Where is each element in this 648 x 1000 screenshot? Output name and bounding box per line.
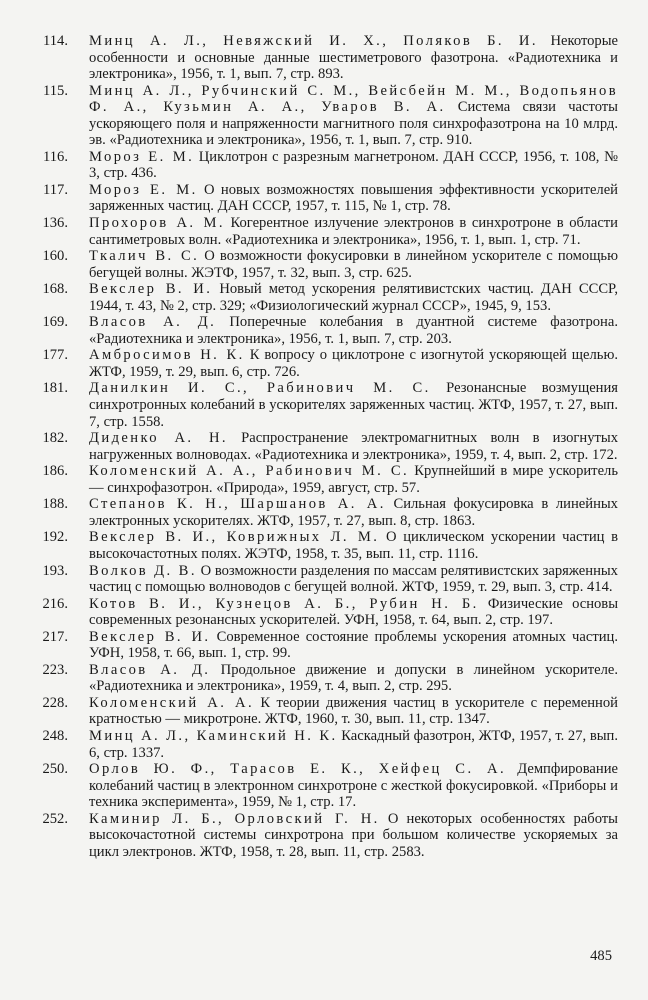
reference-authors: Котов В. И., Кузнецов А. Б., Рубин Н. Б.: [89, 595, 479, 612]
reference-authors: Векслер В. И., Коврижных Л. М.: [89, 529, 380, 546]
reference-entry: [34, 281, 618, 314]
reference-authors: Власов А. Д.: [89, 661, 211, 678]
reference-text: О возможности фокусировки в линейном ускорителе с помощью бегущей волны. ЖЭТФ, 1957, т. 32, вып. 3, стр. 625.: [89, 248, 618, 281]
reference-text: Некоторые особенности и основные данные шестиметрового фазотрона. «Радиотехника и электроника», 1956, т. 1, вып. 7, стр. 893.: [89, 33, 618, 83]
reference-text: Когерентное излучение электронов в синхротроне в области сантиметровых волн. «Радиотехника и электроника», 1956, т. 1, вып. 1, стр. 71.: [89, 215, 618, 248]
reference-entry: [34, 596, 618, 629]
reference-number: 217.: [42, 628, 68, 645]
reference-entry: [34, 149, 618, 182]
reference-entry: [34, 430, 618, 463]
reference-authors: Коломенский А. А., Рабинович М. С.: [89, 463, 410, 480]
reference-authors: Каминир Л. Б., Орловский Г. Н.: [89, 810, 380, 827]
reference-text: Демпфирование колебаний частиц в электронном синхротроне с жесткой фокусировкой. «Приборы и техника эксперимента», 1959, № 1, стр. 17.: [89, 761, 618, 811]
reference-entry: [34, 215, 618, 248]
reference-text: Циклотрон с разрезным магнетроном. ДАН СССР, 1956, т. 108, № 3, стр. 436.: [89, 148, 618, 182]
reference-entry: [34, 811, 618, 861]
reference-entry: [34, 662, 618, 695]
reference-authors: Мороз Е. М.: [89, 148, 195, 165]
reference-number: 188.: [42, 496, 68, 513]
reference-number: 181.: [42, 380, 68, 397]
reference-authors: Данилкин И. С., Рабинович М. С.: [89, 380, 431, 397]
reference-number: 182.: [42, 430, 68, 447]
reference-number: 115.: [43, 82, 68, 99]
reference-entry: [34, 563, 618, 596]
reference-authors: Прохоров А. М.: [89, 215, 225, 232]
reference-entry: [34, 761, 618, 811]
reference-number: 252.: [42, 810, 68, 827]
reference-number: 160.: [42, 248, 68, 265]
reference-entry: [34, 695, 618, 728]
reference-authors: Ткалич В. С.: [89, 248, 200, 265]
reference-number: 177.: [42, 347, 68, 364]
reference-text: Распространение электромагнитных волн в изогнутых нагруженных волноводах. «Радиотехника и электроника», 1959, т. 4, вып. 2, стр. 172.: [89, 430, 618, 463]
reference-authors: Минц А. Л., Невяжский И. Х., Поляков Б. И.: [89, 33, 538, 49]
reference-number: 117.: [43, 181, 68, 198]
reference-number: 216.: [42, 595, 68, 612]
reference-entry: [34, 496, 618, 529]
reference-text: Поперечные колебания в дуантной системе фазотрона. «Радиотехника и электроника», 1956, т. 1, вып. 7, стр. 203.: [89, 314, 618, 347]
reference-entry: [34, 314, 618, 347]
reference-entry: [34, 463, 618, 496]
reference-text: Физические основы современных резонансных ускорителей. УФН, 1958, т. 64, вып. 2, стр. 197.: [89, 595, 619, 629]
reference-list: [34, 33, 618, 860]
reference-number: 136.: [42, 215, 68, 232]
reference-authors: Векслер В. И.: [89, 628, 211, 645]
reference-authors: Диденко А. Н.: [89, 430, 228, 447]
reference-number: 248.: [42, 727, 68, 744]
reference-number: 186.: [42, 463, 68, 480]
reference-authors: Амбросимов Н. К.: [89, 347, 245, 364]
reference-authors: Волков Д. В.: [89, 562, 197, 579]
reference-text: Крупнейший в мире ускоритель — синхрофазотрон. «Природа», 1959, август, стр. 57.: [89, 463, 618, 496]
reference-number: 116.: [43, 148, 68, 165]
reference-number: 250.: [42, 761, 68, 778]
reference-entry: [34, 347, 618, 380]
reference-entry: [34, 529, 618, 562]
page-number: 485: [590, 948, 612, 964]
reference-authors: Коломенский А. А.: [89, 694, 255, 711]
reference-entry: [34, 629, 618, 662]
reference-number: 168.: [42, 281, 68, 298]
reference-entry: [34, 33, 618, 83]
reference-authors: Мороз Е. М.: [89, 181, 198, 198]
reference-authors: Степанов К. Н., Шаршанов А. А.: [89, 496, 386, 513]
reference-text: Резонансные возмущения синхротронных колебаний в ускорителях заряженных частиц. ЖТФ, 1957, т. 27, вып. 7, стр. 1558.: [89, 380, 619, 430]
reference-number: 223.: [42, 661, 68, 678]
reference-entry: [34, 248, 618, 281]
reference-text: О циклическом ускорении частиц в высокочастотных полях. ЖЭТФ, 1958, т. 35, вып. 11, стр. 1116.: [89, 529, 618, 562]
reference-number: 193.: [42, 562, 68, 579]
reference-text: К вопросу о циклотроне с изогнутой ускоряющей щелью. ЖТФ, 1959, т. 29, вып. 6, стр. 726.: [89, 347, 619, 380]
reference-text: О некоторых особенностях работы высокочастотной системы синхротрона при большом количестве ускоряемых за цикл электронов. ЖТФ, 1958, т. 28, вып. 11, стр. 2583.: [89, 810, 618, 860]
reference-text: Система связи частоты ускоряющего поля и напряженности магнитного поля синхрофазотрона на 10 млрд. эв. «Радиотехника и электроника», 1956, т. 1, вып. 7, стр. 910.: [89, 99, 618, 149]
reference-text: Новый метод ускорения релятивистских частиц. ДАН СССР, 1944, т. 43, № 2, стр. 329; «Физиологический журнал СССР», 1945, 9, 153.: [89, 281, 618, 314]
reference-text: Сильная фокусировка в линейных электронных ускорителях. ЖТФ, 1957, т. 27, вып. 8, стр. 1863.: [89, 496, 618, 529]
reference-text: Продольное движение и допуски в линейном ускорителе. «Радиотехника и электроника», 1959, т. 4, вып. 2, стр. 295.: [89, 661, 618, 695]
reference-text: О новых возможностях повышения эффективности ускорителей заряженных частиц. ДАН СССР, 1957, т. 115, № 1, стр. 78.: [89, 181, 618, 215]
reference-text: К теории движения частиц в ускорителе с переменной кратностью — микротроне. ЖТФ, 1960, т. 30, вып. 11, стр. 1347.: [89, 694, 618, 728]
reference-authors: Минц А. Л., Рубчинский С. М., Вейсбейн М. М., Водопьянов Ф. А., Кузьмин А. А., Уваров В. А.: [89, 82, 618, 116]
reference-number: 169.: [42, 314, 68, 331]
reference-entry: [34, 380, 618, 430]
reference-number: 114.: [43, 33, 68, 49]
reference-authors: Минц А. Л., Каминский Н. К.: [89, 727, 338, 744]
reference-text: О возможности разделения по массам релятивистских заряженных частиц с помощью волноводов с бегущей волной. ЖТФ, 1959, т. 29, вып. 3, стр. 414.: [89, 562, 618, 596]
reference-authors: Власов А. Д.: [89, 314, 217, 331]
reference-entry: [34, 182, 618, 215]
reference-text: Современное состояние проблемы ускорения атомных частиц. УФН, 1958, т. 66, вып. 1, стр. 99.: [89, 628, 618, 662]
reference-number: 192.: [42, 529, 68, 546]
reference-text: Каскадный фазотрон, ЖТФ, 1957, т. 27, вып. 6, стр. 1337.: [89, 727, 618, 761]
reference-number: 228.: [42, 694, 68, 711]
reference-entry: [34, 83, 618, 149]
reference-authors: Векслер В. И.: [89, 281, 213, 298]
reference-entry: [34, 728, 618, 761]
reference-authors: Орлов Ю. Ф., Тарасов Е. К., Хейфец С. А.: [89, 761, 507, 778]
